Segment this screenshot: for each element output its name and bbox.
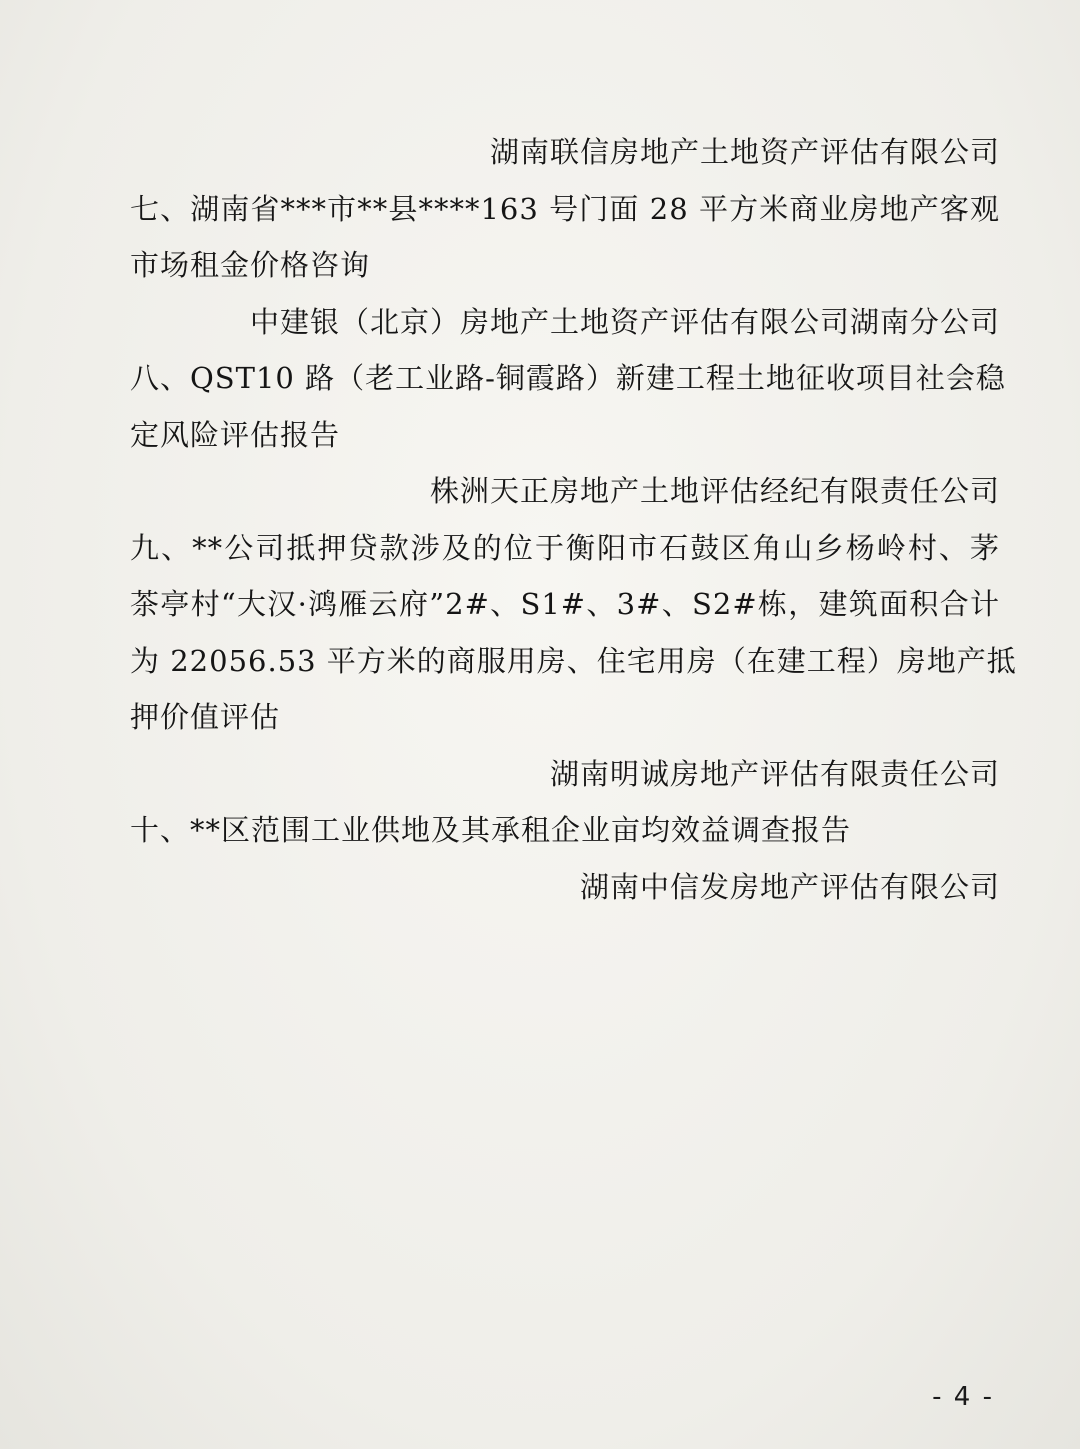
item-nine-line-3: 为 22056.53 平方米的商服用房、住宅用房（在建工程）房地产抵 (130, 643, 1017, 678)
document-body (130, 124, 1017, 915)
page-number: - 4 - (932, 1382, 994, 1412)
item-seven-line-2: 市场租金价格咨询 (130, 248, 371, 282)
company-name-line: 湖南中信发房地产评估有限公司 (579, 869, 1000, 904)
item-nine-line-1: 九、**公司抵押贷款涉及的位于衡阳市石鼓区角山乡杨岭村、茅 (130, 530, 1000, 565)
company-name-line: 湖南明诚房地产评估有限责任公司 (549, 756, 1000, 791)
item-ten-line-1: 十、**区范围工业供地及其承租企业亩均效益调查报告 (130, 813, 852, 847)
item-eight-line-2: 定风险评估报告 (130, 417, 341, 452)
item-nine-line-2: 茶亭村“大汉·鸿雁云府”2#、S1#、3#、S2#栋，建筑面积合计 (130, 587, 1000, 621)
item-seven-line-1: 七、湖南省***市**县****163 号门面 28 平方米商业房地产客观 (130, 191, 1000, 226)
company-name-line: 湖南联信房地产土地资产评估有限公司 (489, 135, 1000, 169)
company-name-line: 株洲天正房地产土地评估经纪有限责任公司 (429, 474, 1000, 508)
company-name-line: 中建银（北京）房地产土地资产评估有限公司湖南分公司 (249, 304, 1000, 339)
item-nine-line-4: 押价值评估 (130, 700, 281, 734)
item-eight-line-1: 八、QST10 路（老工业路-铜霞路）新建工程土地征收项目社会稳 (130, 361, 1006, 395)
